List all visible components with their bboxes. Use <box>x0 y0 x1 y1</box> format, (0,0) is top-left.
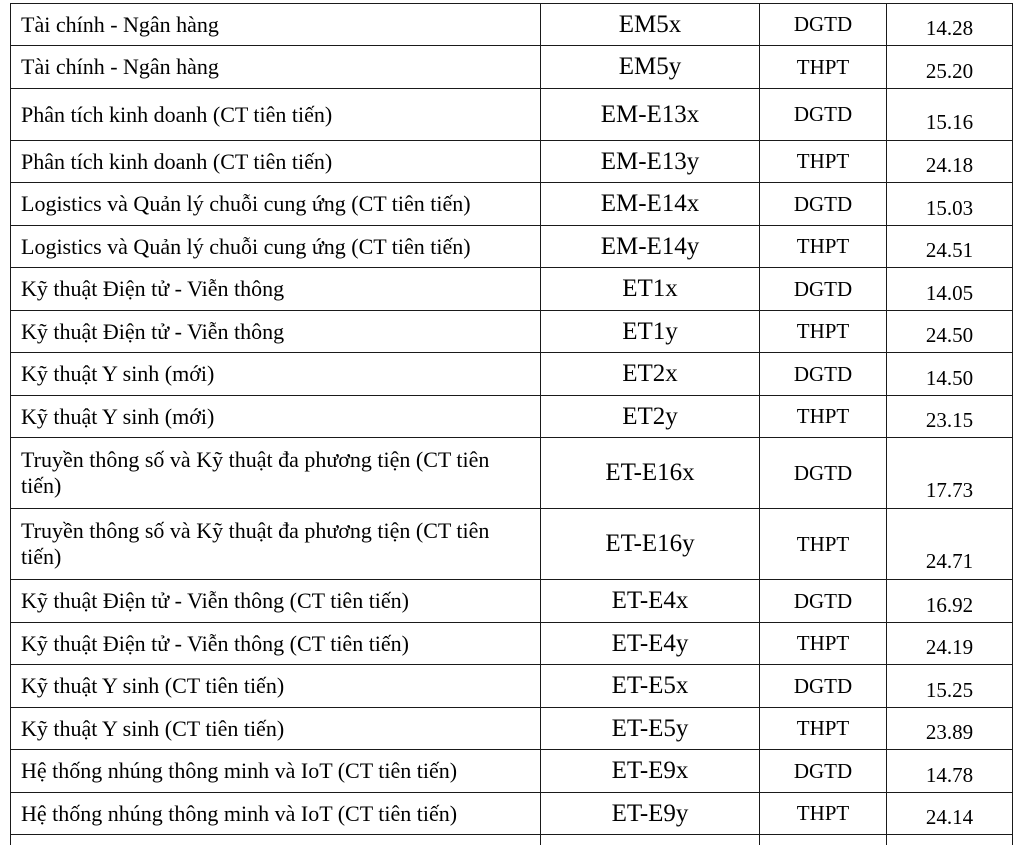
table-row <box>11 46 1013 89</box>
program-name-cell: Kỹ thuật Điện tử - Viễn thông <box>11 268 541 311</box>
admission-method-cell: DGTD <box>760 268 887 311</box>
program-code-cell: EM-E13x <box>541 89 760 141</box>
table-row <box>11 509 1013 580</box>
cutoff-score-cell: 16.92 <box>887 580 1013 623</box>
cutoff-score-cell: 24.51 <box>887 226 1013 268</box>
program-code-cell: ET-E4x <box>541 580 760 623</box>
cutoff-score-cell: 14.05 <box>887 268 1013 311</box>
program-name-cell: Kỹ thuật Điện tử - Viễn thông (CT tiên tiến) <box>11 580 541 623</box>
program-name-cell: Kỹ thuật Điện tử - Viễn thông (CT tiên tiến) <box>11 623 541 665</box>
admission-method-cell: DGTD <box>760 665 887 708</box>
cutoff-score-cell <box>887 835 1013 845</box>
table-row-partial <box>11 835 1013 845</box>
admission-method-cell: THPT <box>760 708 887 750</box>
program-code-cell: ET-E16y <box>541 509 760 580</box>
program-name-cell: Tài chính - Ngân hàng <box>11 4 541 46</box>
table-row <box>11 4 1013 46</box>
cutoff-score-cell: 15.25 <box>887 665 1013 708</box>
admission-method-cell: THPT <box>760 793 887 835</box>
admission-method-cell: THPT <box>760 226 887 268</box>
program-code-cell: EM-E14y <box>541 226 760 268</box>
table-row <box>11 665 1013 708</box>
program-code-cell: ET-E9y <box>541 793 760 835</box>
program-code-cell: ET-E5x <box>541 665 760 708</box>
table-row <box>11 750 1013 793</box>
admission-method-cell: DGTD <box>760 353 887 396</box>
program-code-cell: EM-E14x <box>541 183 760 226</box>
table-row <box>11 623 1013 665</box>
cutoff-score-cell: 15.03 <box>887 183 1013 226</box>
cutoff-score-cell: 24.19 <box>887 623 1013 665</box>
cutoff-score-cell: 14.28 <box>887 4 1013 46</box>
admission-method-cell: THPT <box>760 623 887 665</box>
program-code-cell: EM5x <box>541 4 760 46</box>
cutoff-score-cell: 25.20 <box>887 46 1013 89</box>
program-name-cell: Kỹ thuật Y sinh (CT tiên tiến) <box>11 665 541 708</box>
program-code-cell: ET1x <box>541 268 760 311</box>
program-name-cell: Kỹ thuật Y sinh (mới) <box>11 353 541 396</box>
table-row <box>11 438 1013 509</box>
cutoff-score-cell: 14.78 <box>887 750 1013 793</box>
program-name-cell: Hệ thống nhúng thông minh và IoT (CT tiên tiến) <box>11 750 541 793</box>
cutoff-score-cell: 14.50 <box>887 353 1013 396</box>
table-row <box>11 311 1013 353</box>
admission-method-cell: DGTD <box>760 438 887 509</box>
cutoff-score-cell: 24.71 <box>887 509 1013 580</box>
table-row <box>11 793 1013 835</box>
program-code-cell: ET-E5y <box>541 708 760 750</box>
table-row <box>11 268 1013 311</box>
admission-method-cell: THPT <box>760 46 887 89</box>
program-name-cell: Kỹ thuật Điện tử - Viễn thông <box>11 311 541 353</box>
program-name-cell: Truyền thông số và Kỹ thuật đa phương tiện (CT tiên tiến) <box>11 438 541 509</box>
admission-method-cell: THPT <box>760 396 887 438</box>
program-name-cell: Phân tích kinh doanh (CT tiên tiến) <box>11 141 541 183</box>
program-code-cell: ET1y <box>541 311 760 353</box>
program-name-cell: Logistics và Quản lý chuỗi cung ứng (CT tiên tiến) <box>11 226 541 268</box>
table-row <box>11 141 1013 183</box>
table-row <box>11 708 1013 750</box>
table-row <box>11 396 1013 438</box>
admission-method-cell: THPT <box>760 311 887 353</box>
cutoff-score-cell: 23.15 <box>887 396 1013 438</box>
program-code-cell: ET-E9x <box>541 750 760 793</box>
program-name-cell: Truyền thông số và Kỹ thuật đa phương tiện (CT tiên tiến) <box>11 509 541 580</box>
cutoff-score-cell: 24.18 <box>887 141 1013 183</box>
admission-method-cell: DGTD <box>760 580 887 623</box>
program-code-cell: ET2x <box>541 353 760 396</box>
program-name-cell: Kỹ thuật Y sinh (CT tiên tiến) <box>11 708 541 750</box>
cutoff-score-cell: 17.73 <box>887 438 1013 509</box>
program-name-cell: Logistics và Quản lý chuỗi cung ứng (CT tiên tiến) <box>11 183 541 226</box>
admission-method-cell: DGTD <box>760 750 887 793</box>
program-code-cell: EM-E13y <box>541 141 760 183</box>
program-name-cell: Kỹ thuật Y sinh (mới) <box>11 396 541 438</box>
program-code-cell: ET-E4y <box>541 623 760 665</box>
program-code-cell: ET2y <box>541 396 760 438</box>
admission-score-table <box>10 3 1013 845</box>
admission-method-cell: DGTD <box>760 89 887 141</box>
program-name-cell <box>11 835 541 845</box>
table-row <box>11 183 1013 226</box>
program-name-cell: Hệ thống nhúng thông minh và IoT (CT tiên tiến) <box>11 793 541 835</box>
admission-method-cell: THPT <box>760 509 887 580</box>
cutoff-score-cell: 23.89 <box>887 708 1013 750</box>
table-row <box>11 89 1013 141</box>
table-row <box>11 580 1013 623</box>
program-code-cell: EM5y <box>541 46 760 89</box>
table-row <box>11 353 1013 396</box>
table-row <box>11 226 1013 268</box>
program-code-cell <box>541 835 760 845</box>
admission-method-cell: DGTD <box>760 183 887 226</box>
program-name-cell: Phân tích kinh doanh (CT tiên tiến) <box>11 89 541 141</box>
cutoff-score-cell: 24.50 <box>887 311 1013 353</box>
program-code-cell: ET-E16x <box>541 438 760 509</box>
admission-method-cell: THPT <box>760 141 887 183</box>
program-name-cell: Tài chính - Ngân hàng <box>11 46 541 89</box>
cutoff-score-cell: 24.14 <box>887 793 1013 835</box>
admission-method-cell <box>760 835 887 845</box>
cutoff-score-cell: 15.16 <box>887 89 1013 141</box>
admission-method-cell: DGTD <box>760 4 887 46</box>
